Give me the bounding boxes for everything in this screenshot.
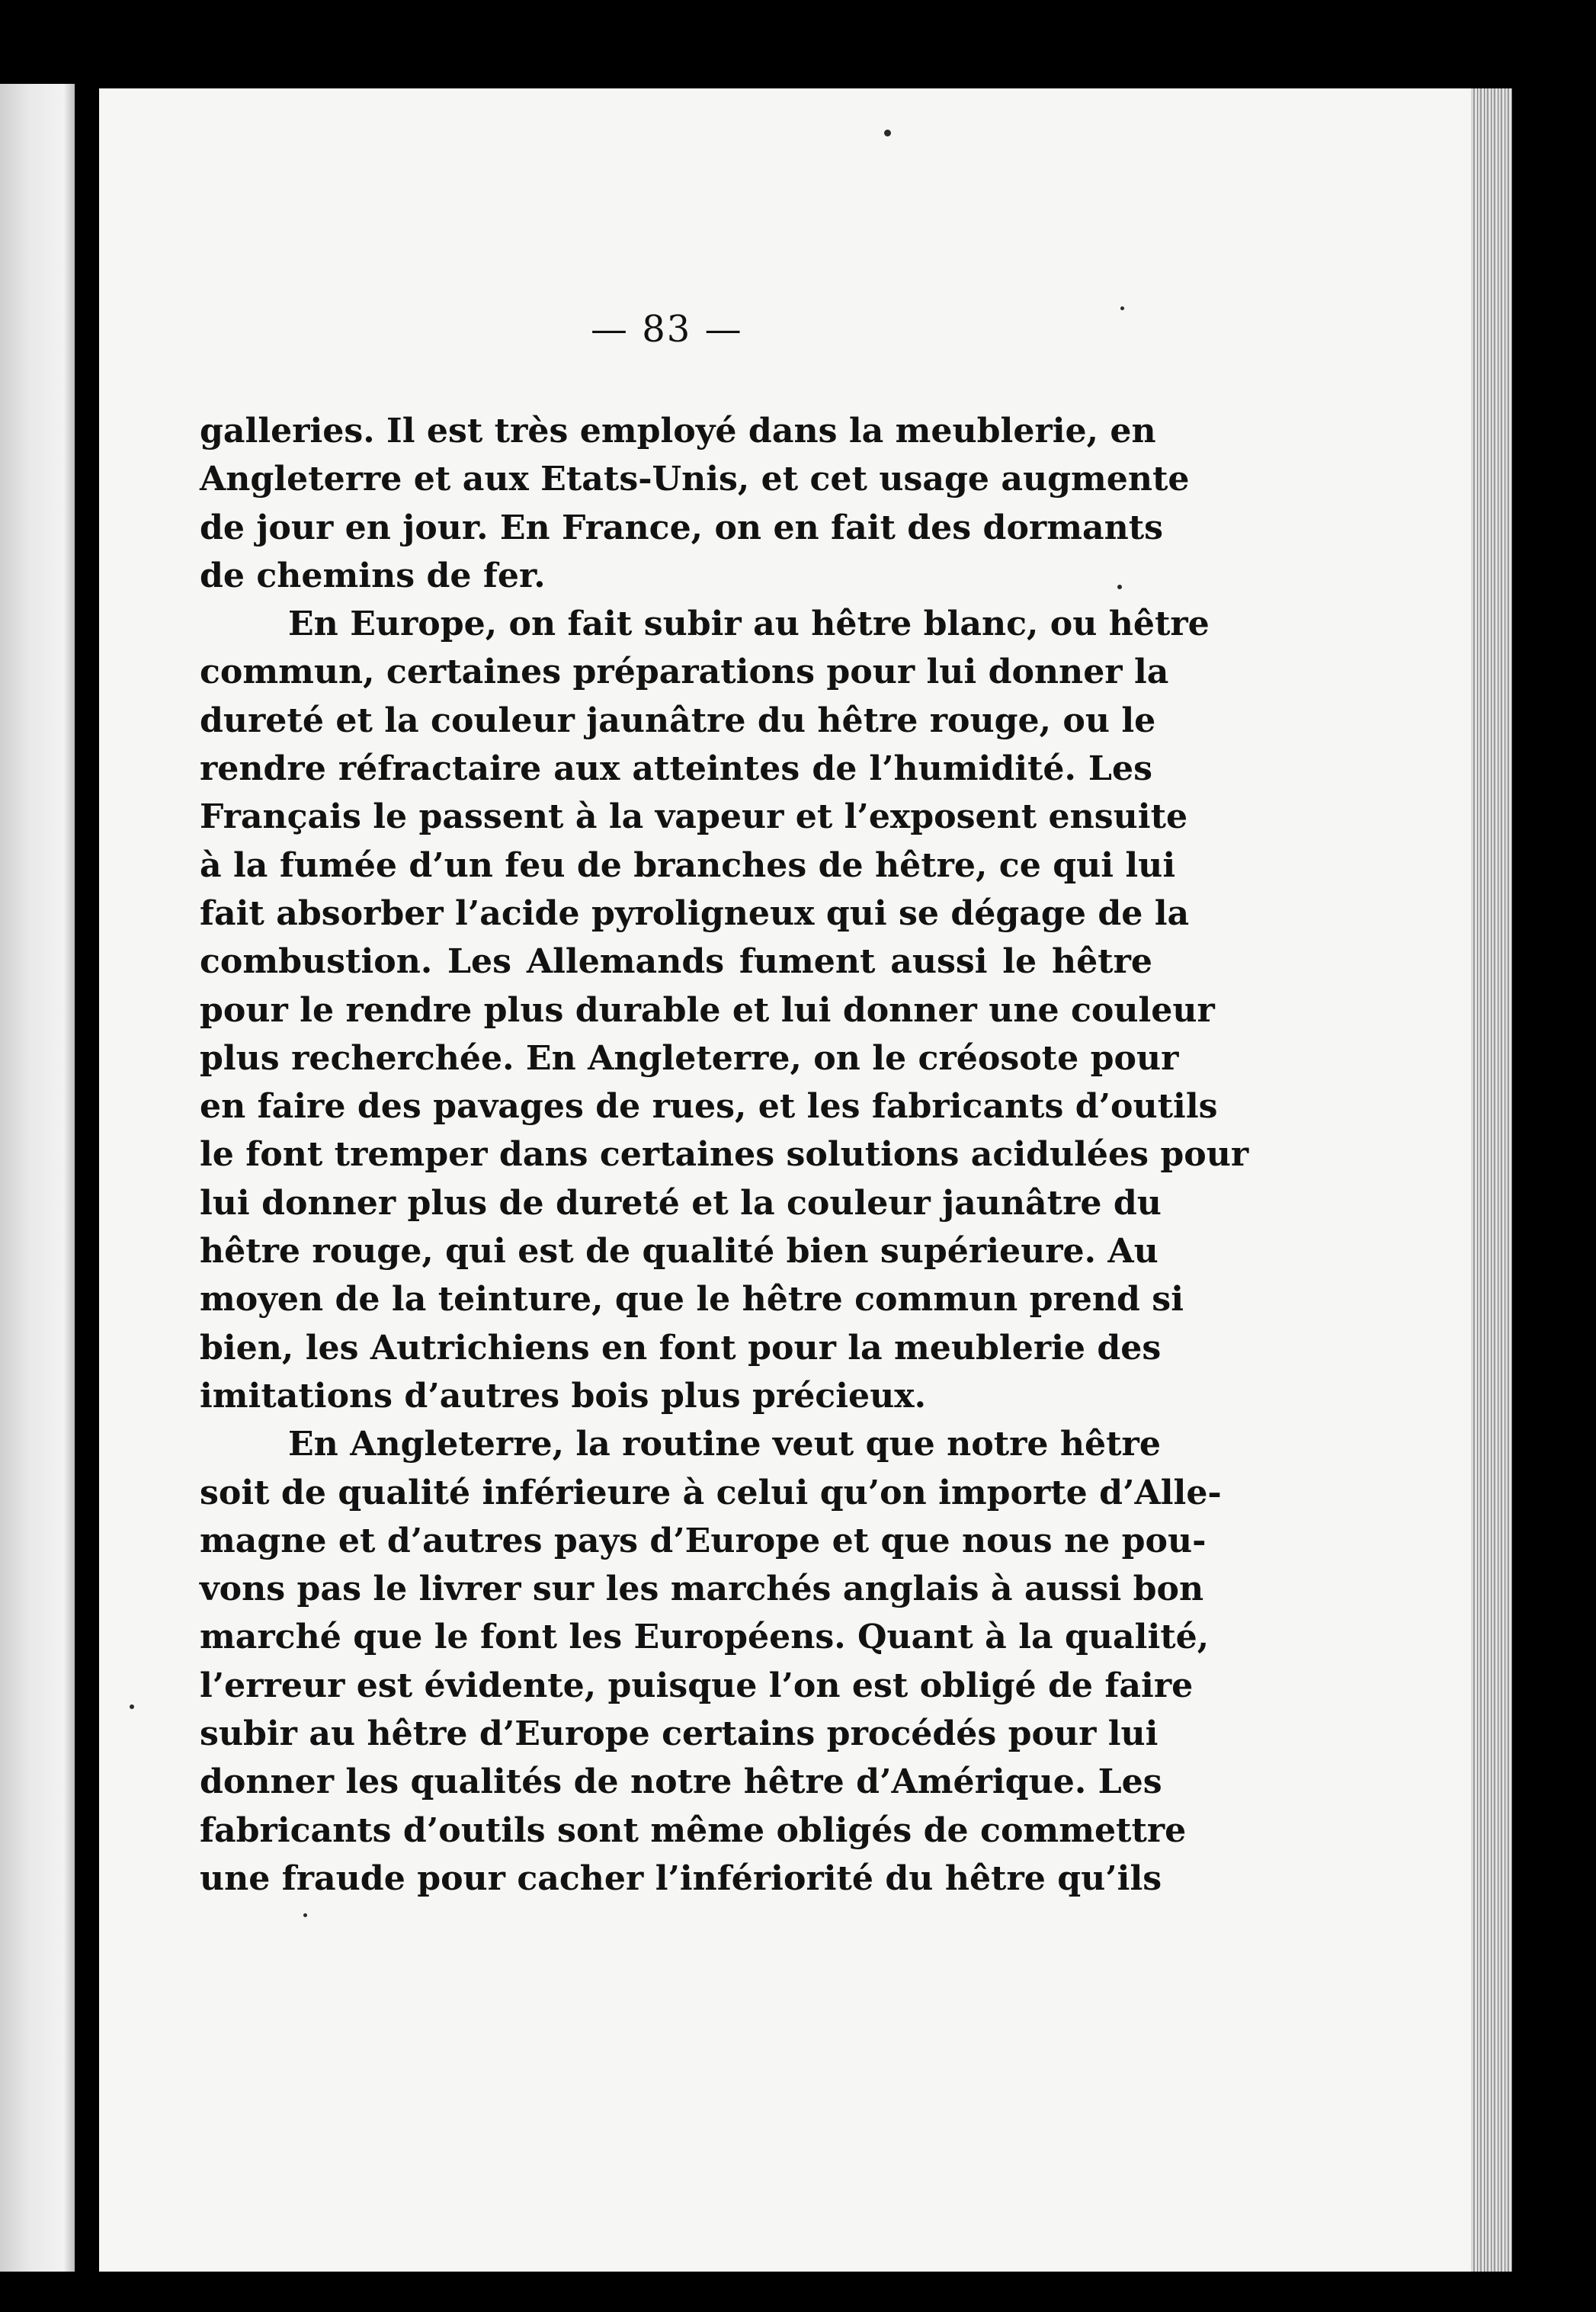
text-line: de jour en jour. En France, on en fait des dormants <box>200 507 1164 547</box>
text-line: vons pas le livrer sur les marchés anglais à aussi bon <box>200 1569 1204 1609</box>
scan-speck <box>303 1913 307 1917</box>
text-line: en faire des pavages de rues, et les fabricants d’outils <box>200 1086 1218 1127</box>
text-line: En Angleterre, la routine veut que notre hêtre <box>288 1424 1161 1464</box>
scan-speck <box>884 130 891 136</box>
text-line: à la fumée d’un feu de branches de hêtre, ce qui lui <box>200 845 1176 885</box>
book-gutter <box>75 84 99 2272</box>
text-line: En Europe, on fait subir au hêtre blanc, ou hêtre <box>288 604 1210 644</box>
text-line: hêtre rouge, qui est de qualité bien supérieure. Au <box>200 1231 1159 1271</box>
text-line: lui donner plus de dureté et la couleur jaunâtre du <box>200 1182 1162 1223</box>
scan-speck <box>1120 306 1124 310</box>
text-line: Angleterre et aux Etats-Unis, et cet usage augmente <box>200 459 1190 499</box>
paragraph <box>200 600 1249 1420</box>
text-line: bien, les Autrichiens en font pour la meublerie des <box>200 1327 1162 1368</box>
text-line: donner les qualités de notre hêtre d’Amérique. Les <box>200 1762 1162 1802</box>
scan-border <box>1512 0 1596 2312</box>
paragraph <box>200 407 1190 600</box>
text-line: fabricants d’outils sont même obligés de commettre <box>200 1810 1187 1850</box>
page-number: — 83 — <box>591 308 743 351</box>
text-line: combustion. Les Allemands fument aussi le hêtre <box>200 941 1152 982</box>
text-line: magne et d’autres pays d’Europe et que nous ne pou- <box>200 1520 1207 1560</box>
text-line: marché que le font les Européens. Quant à la qualité, <box>200 1617 1210 1657</box>
text-line: l’erreur est évidente, puisque l’on est obligé de faire <box>200 1665 1194 1705</box>
scan-speck <box>130 1704 134 1709</box>
text-line: galleries. Il est très employé dans la meublerie, en <box>200 411 1156 451</box>
facing-page-edge <box>0 84 75 2272</box>
text-line: plus recherchée. En Angleterre, on le créosote pour <box>200 1037 1179 1078</box>
text-line: une fraude pour cacher l’infériorité du hêtre qu’ils <box>200 1858 1162 1898</box>
text-line: de chemins de fer. <box>200 555 546 595</box>
text-line: le font tremper dans certaines solutions acidulées pour <box>200 1134 1249 1175</box>
text-line: Français le passent à la vapeur et l’exposent ensuite <box>200 797 1188 837</box>
text-line: pour le rendre plus durable et lui donner une couleur <box>200 989 1215 1030</box>
text-line: imitations d’autres bois plus précieux. <box>200 1375 926 1416</box>
text-line: fait absorber l’acide pyroligneux qui se dégage de la <box>200 893 1190 933</box>
text-line: moyen de la teinture, que le hêtre commun prend si <box>200 1279 1184 1320</box>
text-line: commun, certaines préparations pour lui donner la <box>200 652 1169 692</box>
text-line: soit de qualité inférieure à celui qu’on importe d’Alle- <box>200 1472 1222 1512</box>
text-line: dureté et la couleur jaunâtre du hêtre rouge, ou le <box>200 700 1156 740</box>
text-line: rendre réfractaire aux atteintes de l’humidité. Les <box>200 749 1152 789</box>
page-stack-edge <box>1471 88 1512 2272</box>
text-line: subir au hêtre d’Europe certains procédés pour lui <box>200 1714 1159 1754</box>
body-text <box>200 407 1249 1903</box>
paragraph <box>200 1420 1222 1903</box>
